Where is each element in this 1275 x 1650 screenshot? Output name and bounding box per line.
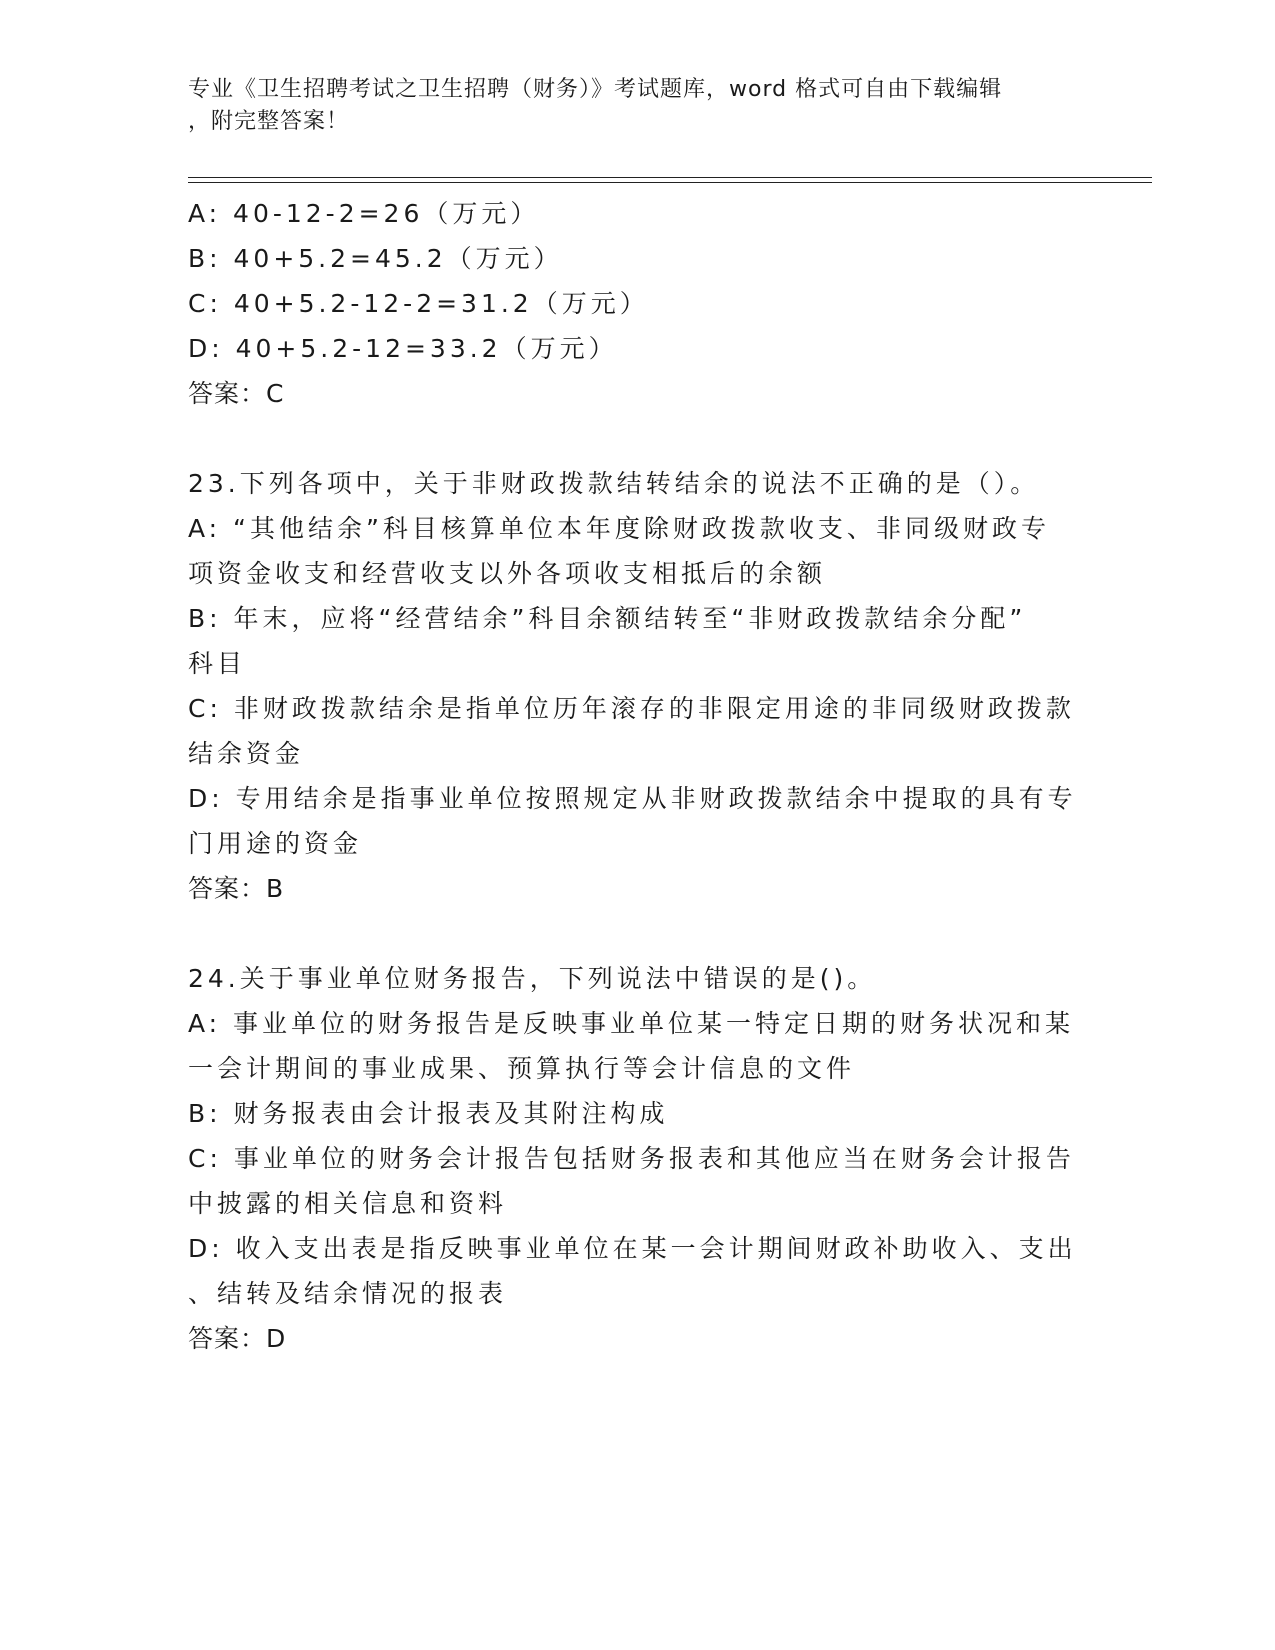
document-header (188, 74, 1088, 138)
question-content (188, 191, 1088, 1361)
question-23-text: 23.下列各项中，关于非财政拨款结转结余的说法不正确的是（）。 (188, 469, 1040, 498)
question-23-option-b-line-2: 科目 (188, 649, 247, 678)
header-divider-bottom (188, 182, 1152, 183)
question-22-option-c: C: 40+5.2-12-2=31.2（万元） (188, 289, 649, 318)
question-23-option-b-line-1: B: 年末，应将“经营结余”科目余额结转至“非财政拨款结余分配” (188, 604, 1027, 633)
question-22-option-b: B: 40+5.2=45.2（万元） (188, 244, 563, 273)
question-22-option-d: D: 40+5.2-12=33.2（万元） (188, 334, 618, 363)
question-23-option-a-line-2: 项资金收支和经营收支以外各项收支相抵后的余额 (188, 559, 827, 588)
header-divider-top (188, 177, 1152, 178)
question-23-block (188, 461, 1088, 911)
question-23-option-c-line-1: C: 非财政拨款结余是指单位历年滚存的非限定用途的非同级财政拨款 (188, 694, 1075, 723)
spacer (188, 911, 1088, 956)
header-line-2: ，附完整答案！ (188, 109, 350, 134)
header-line-1: 专业《卫生招聘考试之卫生招聘（财务）》考试题库，word 格式可自由下载编辑 (188, 77, 1003, 102)
question-24-option-a-line-2: 一会计期间的事业成果、预算执行等会计信息的文件 (188, 1054, 856, 1083)
question-23-option-d-line-2: 门用途的资金 (188, 829, 363, 858)
question-23-answer: 答案：B (188, 874, 285, 903)
question-24-option-d-line-1: D: 收入支出表是指反映事业单位在某一会计期间财政补助收入、支出 (188, 1234, 1077, 1263)
spacer (188, 416, 1088, 461)
question-24-option-a-line-1: A: 事业单位的财务报告是反映事业单位某一特定日期的财务状况和某 (188, 1009, 1075, 1038)
question-24-answer: 答案：D (188, 1324, 287, 1353)
question-22-block (188, 191, 1088, 416)
question-24-block (188, 956, 1088, 1361)
question-24-option-c-line-2: 中披露的相关信息和资料 (188, 1189, 508, 1218)
question-24-text: 24.关于事业单位财务报告，下列说法中错误的是()。 (188, 964, 877, 993)
question-22-answer: 答案：C (188, 379, 285, 408)
question-23-option-d-line-1: D: 专用结余是指事业单位按照规定从非财政拨款结余中提取的具有专 (188, 784, 1077, 813)
question-23-option-a-line-1: A: “其他结余”科目核算单位本年度除财政拨款收支、非同级财政专 (188, 514, 1050, 543)
question-24-option-b-line-1: B: 财务报表由会计报表及其附注构成 (188, 1099, 669, 1128)
question-22-option-a: A: 40-12-2=26（万元） (188, 199, 540, 228)
question-24-option-d-line-2: 、结转及结余情况的报表 (188, 1279, 508, 1308)
question-24-option-c-line-1: C: 事业单位的财务会计报告包括财务报表和其他应当在财务会计报告 (188, 1144, 1075, 1173)
question-23-option-c-line-2: 结余资金 (188, 739, 305, 768)
